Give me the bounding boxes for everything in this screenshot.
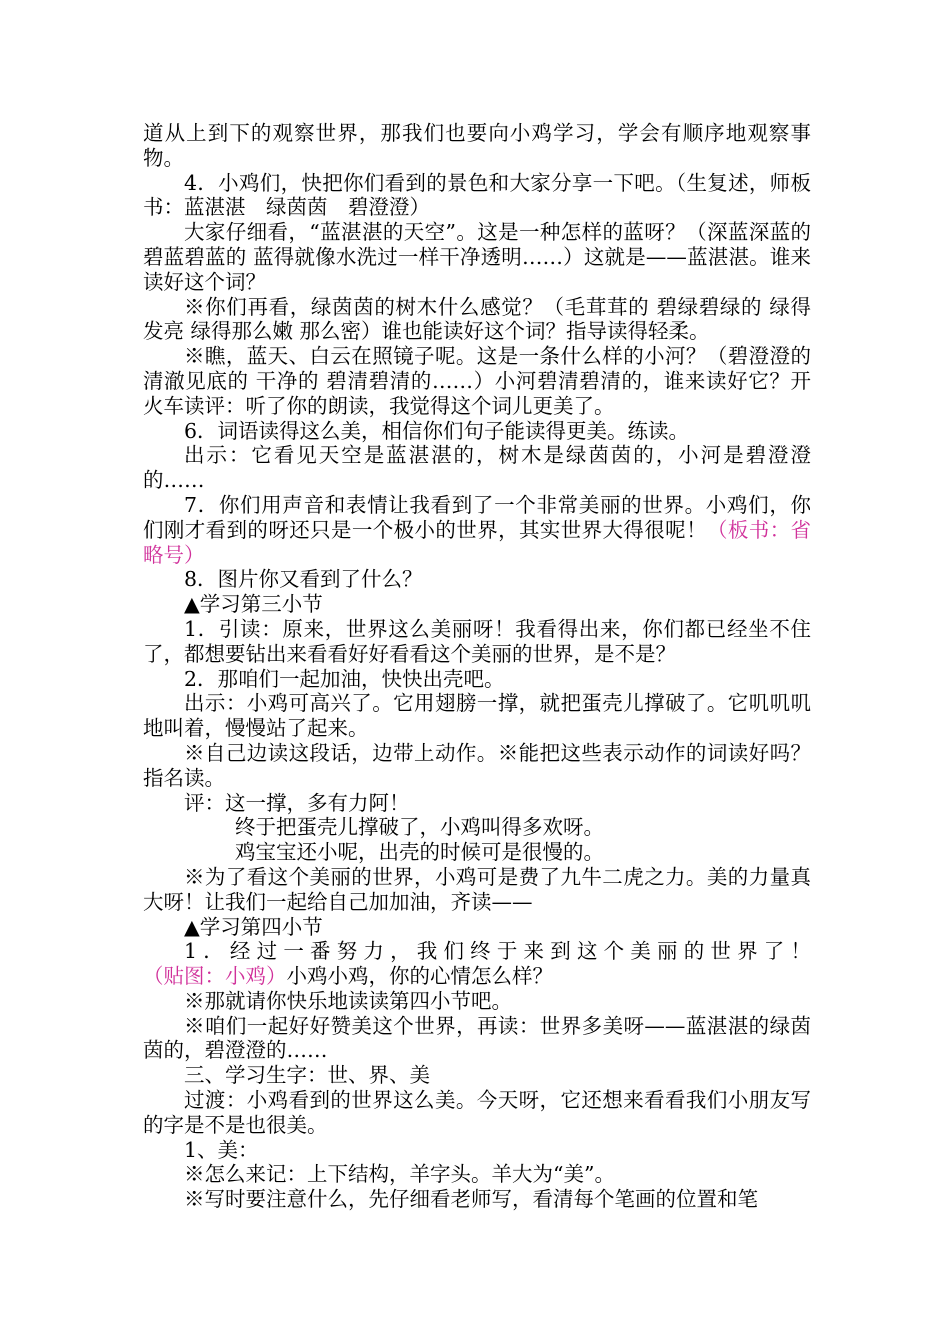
paragraph: 鸡宝宝还小呢，出壳的时候可是很慢的。 [235,840,604,865]
paragraph: ※你们再看，绿茵茵的树木什么感觉？（毛茸茸的 碧绿碧绿的 绿得发亮 绿得那么嫩 那么密）谁也能读好这个词？指导读得轻柔。 [143,294,811,344]
picture-note: （贴图：小鸡） [143,964,287,989]
section-heading: ▲学习第四小节 [184,914,323,939]
paragraph: ※咱们一起好好赞美这个世界，再读：世界多美呀——蓝湛湛的绿茵茵的，碧澄澄的…… [143,1013,811,1063]
paragraph: ※瞧，蓝天、白云在照镜子呢。这是一条什么样的小河？（碧澄澄的 清澈见底的 干净的 碧清碧清的……）小河碧清碧清的，谁来读好它？开火车读评：听了你的朗读，我觉得这个词儿更美了。 [143,344,811,418]
paragraph: ※那就请你快乐地读读第四小节吧。 [184,988,512,1013]
paragraph [143,493,811,567]
paragraph-text-tail: 小鸡小鸡，你的心情怎么样？ [286,964,553,989]
paragraph: 出示：它看见天空是蓝湛湛的，树木是绿茵茵的，小河是碧澄澄的…… [143,443,811,493]
paragraph: 2．那咱们一起加油，快快出壳吧。 [184,666,505,691]
paragraph: 终于把蛋壳儿撑破了，小鸡叫得多欢呀。 [235,815,604,840]
document-body [143,121,811,1212]
paragraph: 6．词语读得这么美，相信你们句子能读得更美。练读。 [184,418,690,443]
paragraph: 1．引读：原来，世界这么美丽呀！我看得出来，你们都已经坐不住了，都想要钻出来看看好好看看这个美丽的世界，是不是？ [143,616,811,666]
paragraph: 4．小鸡们，快把你们看到的景色和大家分享一下吧。（生复述，师板书：蓝湛湛 绿茵茵 碧澄澄） [143,170,811,220]
paragraph-text: 7．你们用声音和表情让我看到了一个非常美丽的世界。小鸡们，你们刚才看到的呀还只是一个极小的世界，其实世界大得很呢！ [143,492,811,542]
paragraph: ※自己边读这段话，边带上动作。※能把这些表示动作的词读好吗？指名读。 [143,740,811,790]
paragraph: 道从上到下的观察世界，那我们也要向小鸡学习，学会有顺序地观察事物。 [143,121,811,170]
paragraph: ※写时要注意什么，先仔细看老师写，看清每个笔画的位置和笔 [184,1187,758,1212]
paragraph [143,939,811,989]
paragraph: 评：这一撑，多有力阿！ [184,790,410,815]
paragraph: ※为了看这个美丽的世界，小鸡可是费了九牛二虎之力。美的力量真大呀！让我们一起给自己加加油，齐读—— [143,864,811,914]
paragraph: 8．图片你又看到了什么？ [184,567,423,592]
blackboard-note: （板书：省略号） [143,517,812,567]
paragraph: ※怎么来记：上下结构，羊字头。羊大为“美”。 [184,1162,615,1187]
paragraph: 出示：小鸡可高兴了。它用翅膀一撑，就把蛋壳儿撑破了。它叽叽叽地叫着，慢慢站了起来。 [143,691,811,741]
paragraph: 大家仔细看，“蓝湛湛的天空”。这是一种怎样的蓝呀？（深蓝深蓝的 碧蓝碧蓝的 蓝得就像水洗过一样干净透明……）这就是——蓝湛湛。谁来读好这个词？ [143,220,811,294]
section-heading: 三、学习生字：世、界、美 [184,1063,430,1088]
paragraph: 1、美： [184,1137,259,1162]
paragraph: 过渡：小鸡看到的世界这么美。今天呀，它还想来看看我们小朋友写的字是不是也很美。 [143,1088,811,1137]
section-heading: ▲学习第三小节 [184,592,323,617]
paragraph-text: 1．经过一番努力，我们终于来到这个美丽的世界了！ [184,939,811,964]
